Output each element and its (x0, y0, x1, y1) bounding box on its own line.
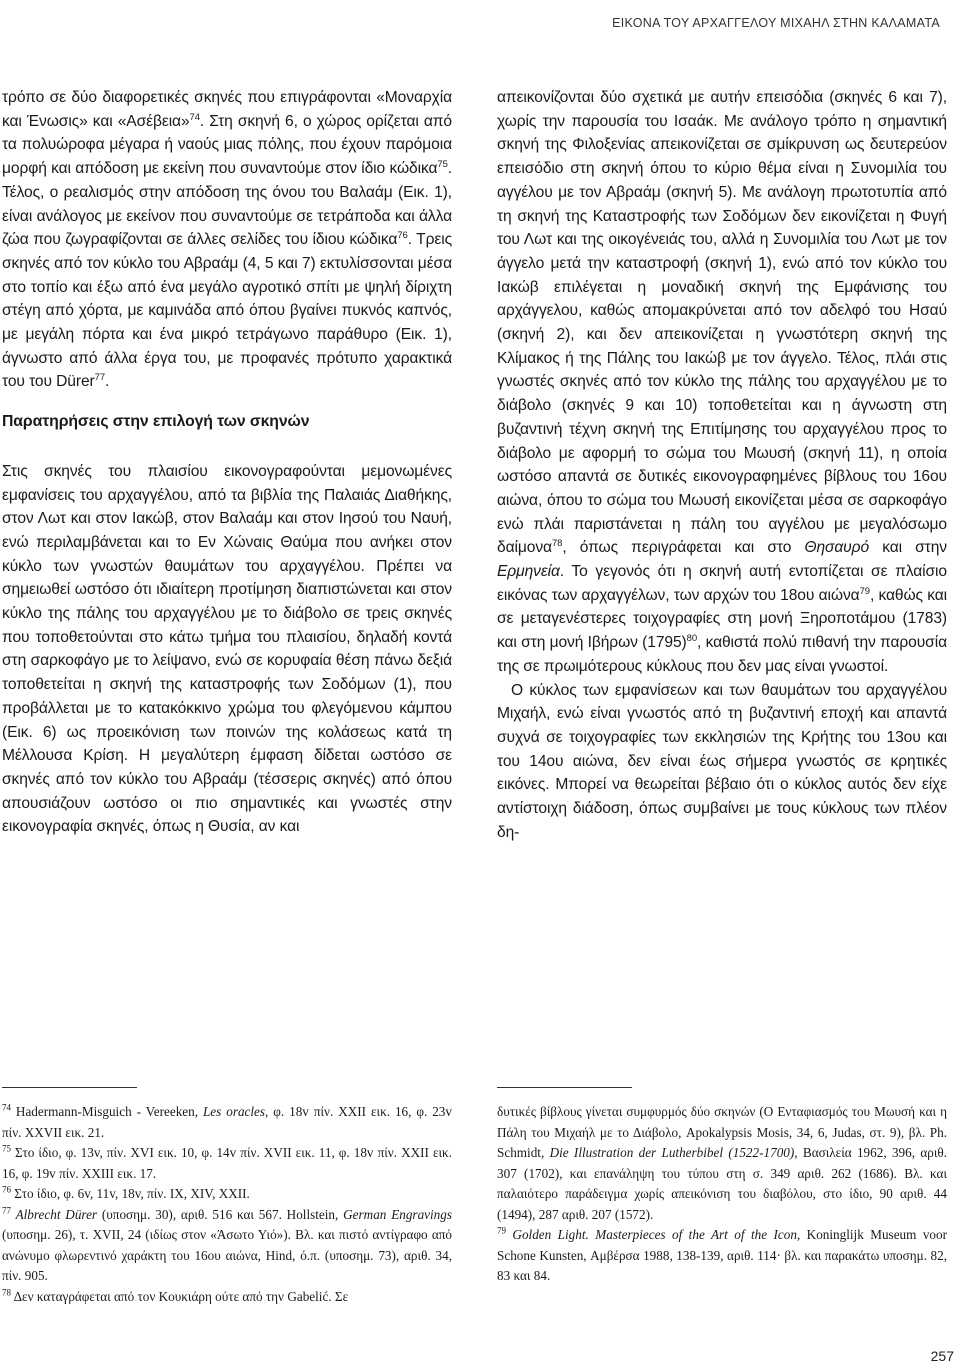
footnote-ref[interactable]: 78 (551, 538, 563, 550)
paragraph: τρόπο σε δύο διαφορετικές σκηνές που επιγράφονται «Μοναρχία και Ένωσις» και «Ασέβεια»$^{74}$. Στη σκηνή 6, ο χώρος ορίζεται από τα πολυώροφα μέγαρα ή ναούς μιας πόλης, που έχουν παρόμοια μορφή και απόδοση με εκείνη που συναντούμε στον ίδιο κώδικα$^{75}$. Τέλος, ο ρεαλισμός στην απόδοση της όνου του Βαλαάμ (Εικ. 1), είναι ανάλογος με εκείνον που συναντούμε σε τετράποδα και άλλα ζώα που ζωγραφίζονται σε άλλες σελίδες του ίδιου κώδικα$^{76}$. Τρεις σκηνές από τον κύκλο του Αβραάμ (4, 5 και 7) εκτυλίσσονται μέσα στο τοπίο και έξω από ένα μεγάλο αγροτικό σπίτι με ψηλή δίριχτη στέγη από χόρτα, με καμινάδα από όπου βγαίνει πυκνός καπνός, με μεγάλη πόρτα και ένα μικρό τετράγωνο παράθυρο (Εικ. 1), άγνωστο από άλλα έργα του, με προφανές πρότυπο χαρακτικά του του Dürer$^{77}$. (2, 89, 452, 391)
running-head: ΕΙΚΟΝΑ ΤΟΥ ΑΡΧΑΓΓΕΛΟΥ ΜΙΧΑΗΛ ΣΤΗΝ ΚΑΛΑΜΑΤΑ (612, 16, 940, 30)
footnote-ref[interactable]: 77 (94, 372, 106, 384)
footnote-ref[interactable]: 75 (437, 158, 448, 170)
footnote-divider (497, 1087, 632, 1088)
footnote-75: $^{75}$ Στο ίδιο, φ. 13v, πίν. XVI εικ. 10, φ. 14v πίν. XVII εικ. 11, φ. 18v πίν. XXII εικ. 16, φ. 19v πίν. XXIII εικ. 17. (2, 1143, 452, 1181)
footnote-74: $^{74}$ Hadermann-Misguich - Vereeken, Les oracles, φ. 18v πίν. XXII εικ. 16, φ. 23v πίν. XXVII εικ. 21. (2, 1102, 452, 1140)
footnote-79: $^{79}$ Golden Light. Masterpieces of the Art of the Icon, Koninglijk Museum voor Schone Kunsten, Αμβέρσα 1988, 138-139, αριθ. 114· βλ. και παρακάτω υποσημ. 82, 83 και 84. (497, 1225, 948, 1283)
page-number: 257 (930, 1348, 954, 1364)
footnote-ref[interactable]: 80 (686, 632, 698, 644)
footnote-76: $^{76}$ Στο ίδιο, φ. 6v, 11v, 18v, πίν. IX, XIV, XXII. (2, 1184, 250, 1201)
paragraph: Ο κύκλος των εμφανίσεων και των θαυμάτων του αρχαγγέλου Μιχαήλ, ενώ είναι γνωστός από τη βυζαντινή εποχή και απαντά συχνά σε τοιχογραφίες των εκκλησιών της Κρήτης του 13ου και του 14ου αιώνα, δεν είναι έως σήμερα γνωστός σε κρητικές εικόνες. Μπορεί να θεωρείται βέβαιο ότι ο κύκλος αυτός δεν είχε αντίστοιχη διάδοση, όπως συμβαίνει με τους κύκλους των πλέον δη- (497, 681, 947, 841)
footnotes-left (2, 1102, 452, 1307)
footnote-divider (2, 1087, 137, 1088)
footnotes-right (497, 1102, 947, 1287)
section-heading: Παρατηρήσεις στην επιλογή των σκηνών (2, 413, 310, 431)
paragraph: απεικονίζονται δύο σχετικά με αυτήν επεισόδια (σκηνές 6 και 7), χωρίς την παρουσία του Ισαάκ. Με ανάλογο τρόπο η σημαντική σκηνή της Φιλοξενίας απεικονίζεται σε σμίκρυνση ως δευτερεύον επεισόδιο στη σκηνή όπου το κύριο θέμα είναι η Συνομιλία του αγγέλου με τον Αβραάμ (σκηνή 5). Με ανάλογη πρωτοτυπία από τη σκηνή της Καταστροφής των Σοδόμων δεν εικονίζεται η Φυγή του Λωτ και της οικογένειάς του, αλλά η Συνομιλία του Λωτ με τον άγγελο μετά την καταστροφή (σκηνή 1), ενώ από τον κύκλο του Ιακώβ επιλέγεται η μοναδική σκηνή της Εμφάνισης του αρχάγγελου, καθώς απομακρύνεται από τον αδελφό του Ησαύ (σκηνή 2), και δεν απεικονίζεται η γνωστότερη σκηνή της Κλίμακος ή της Πάλης του Ιακώβ με τον άγγελο. Τέλος, πλάι στις γνωστές σκηνές από τον κύκλο της πάλης του αρχαγγέλου με το διάβολο (σκηνές 9 και 10) τοποθετείται και η άγνωστη στη βυζαντινή τέχνη σκηνή της Επιτίμησης του αρχαγγέλου προς το διάβολο με αφορμή το σώμα του Μωυσή (σκηνή 11), η οποία ωστόσο απαντά σε δυτικές εικονογραφημένες βίβλους του 16ου αιώνα, όπου το σώμα του Μωυσή εικονίζεται μέσα σε σαρκοφάγο ενώ πλάι παριστάνεται η πάλη του αγγέλου με μεγαλόσωμο δαίμονα$^{78}$, όπως περιγράφεται και στο Θησαυρό και στην Ερμηνεία. Το γεγονός ότι η σκηνή αυτή εντοπίζεται σε πλαίσιο εικόνας των αρχαγγέλων, των αρχών του 18ου αιώνα$^{79}$, καθώς και σε μεταγενέστερες τοιχογραφίες στη μονή Ξηροποτάμου (1783) και στη μονή Ιβήρων $(1795)^{80}$, καθιστά πολύ πιθανή την παρουσία της σε πρωιμότερους κύκλους που δεν μας είναι γνωστοί. (497, 89, 948, 675)
footnote-77: $^{77}$ Albrecht Dürer (υποσημ. 30), αριθ. 516 και 567. Hollstein, German Engravings (υποσημ. 26), τ. XVII, 24 (ιδίως στον «Άσωτο Υιό»). Βλ. και πιστό αντίγραφο από ανώνυμο φλωρεντινό χαράκτη του 16ου αιώνα, Hind, ό.π. (υποσημ. 73), αριθ. 34, πίν. 905. (2, 1205, 452, 1283)
footnote-ref[interactable]: 76 (397, 230, 408, 242)
footnote-ref[interactable]: 79 (859, 585, 870, 597)
paragraph: Στις σκηνές του πλαισίου εικονογραφούνται μεμονωμένες εμφανίσεις του αρχαγγέλου, από τα βιβλία της Παλαιάς Διαθήκης, στον Λωτ και στον Ιακώβ, στον Βαλαάμ και στον Ιησού του Ναυή, ενώ περιλαμβάνεται και το Εν Χώναις Θαύμα που ανήκει στον κύκλο των γνωστών θαυμάτων του αρχαγγέλου. Πρέπει να σημειωθεί ωστόσο ότι ιδιαίτερη προτίμηση διαπιστώνεται και στον κύκλο της πάλης του αρχαγγέλου με το διάβολο σε τρεις σκηνές που τοποθετούνται στο κάτω τμήμα του πλαισίου, δηλαδή κοντά στη σαρκοφάγο με το λείψανο, ενώ σε κορυφαία θέση πάνω δεξιά τοποθετείται η σκηνή της καταστροφής των Σοδόμων (1), που προβάλλεται με το κατακόκκινο χρώμα του φλεγόμενου κάμπου (Εικ. 6) ως προεικόνιση των ποινών της κολάσεως κατά τη Μέλλουσα Κρίση. Η μεγαλύτερη έμφαση δίδεται ωστόσο σε σκηνές από τον κύκλο του Αβραάμ (τέσσερις σκηνές) από όπου απουσιάζουν ωστόσο οι πιο σημαντικές και γνωστές στην εικονογραφία σκηνές, όπως η Θυσία, αν και (2, 462, 452, 836)
left-column (2, 86, 452, 839)
footnote-78-continued: δυτικές βίβλους γίνεται συμφυρμός δύο σκηνών (Ο Ενταφιασμός του Μωυσή και η Πάλη του Μιχαήλ με το Διάβολο, Apokalypsis Mosis, 34, 6, Judas, στ. 9), βλ. Ph. Schmidt, Die Illustration der Lutherbibel (1522-1700), Βασιλεία 1962, 396, αριθ. 307 (1702), και επανάληψη του τύπου στη σ. 349 αριθ. 262 (1686). Βλ. και παλαιότερο παράδειγμα χωρίς απεικόνιση του διαβόλου, στο ίδιο, 90 αριθ. 44 (1494), 287 αριθ. 207 (1572). (497, 1104, 947, 1222)
footnote-ref[interactable]: 74 (189, 111, 200, 123)
footnote-78: $^{78}$ Δεν καταγράφεται από τον Κουκιάρη ούτε από την Gabelić. Σε (2, 1287, 349, 1304)
right-column (497, 86, 947, 845)
